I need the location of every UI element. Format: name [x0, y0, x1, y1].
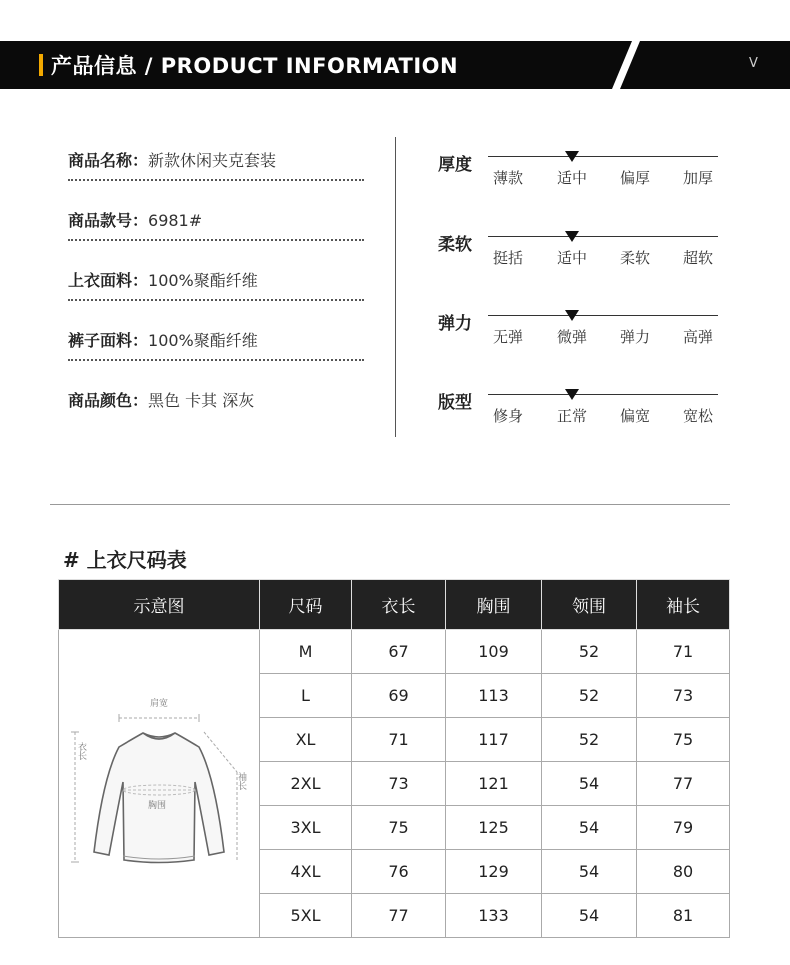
scale-marker-icon [565, 151, 579, 162]
dotted-divider [68, 239, 364, 241]
table-cell: XL [260, 718, 352, 762]
scale-name: 厚度 [438, 155, 472, 175]
info-value: 6981# [148, 211, 203, 230]
table-cell: 5XL [260, 894, 352, 938]
table-cell: 69 [352, 674, 446, 718]
scale-elasticity [438, 315, 728, 365]
table-cell: 81 [637, 894, 730, 938]
diagram-label-chest: 胸围 [147, 800, 167, 811]
info-label: 商品款号： [68, 211, 149, 230]
column-header: 衣长 [352, 580, 446, 630]
scale-line [488, 315, 718, 316]
table-header-row [59, 580, 730, 630]
scale-option: 柔软 [619, 249, 650, 267]
dotted-divider [68, 299, 364, 301]
scale-name: 版型 [438, 393, 472, 413]
size-chart-title: # 上衣尺码表 [63, 548, 187, 572]
table-cell: M [260, 630, 352, 674]
diagram-label-shoulder: 肩宽 [149, 698, 169, 709]
section-divider [50, 504, 730, 505]
table-cell: 76 [352, 850, 446, 894]
corner-mark: V [749, 56, 758, 71]
table-cell: L [260, 674, 352, 718]
scale-marker-icon [565, 389, 579, 400]
info-row-name [68, 148, 364, 208]
scale-option: 正常 [556, 407, 587, 425]
table-cell: 54 [542, 850, 637, 894]
info-value: 新款休闲夹克套装 [148, 151, 277, 170]
scale-option: 高弹 [682, 328, 713, 346]
scale-line [488, 394, 718, 395]
table-cell: 54 [542, 762, 637, 806]
accent-bar [39, 54, 43, 76]
table-cell: 52 [542, 630, 637, 674]
table-cell: 133 [446, 894, 542, 938]
scale-line [488, 156, 718, 157]
table-cell: 75 [352, 806, 446, 850]
info-label: 商品名称： [68, 151, 149, 170]
info-label: 上衣面料： [68, 271, 149, 290]
header-banner [0, 41, 790, 89]
table-cell: 52 [542, 718, 637, 762]
scale-option: 宽松 [682, 407, 713, 425]
scale-option: 挺括 [492, 249, 523, 267]
table-cell: 129 [446, 850, 542, 894]
table-cell: 4XL [260, 850, 352, 894]
info-row-top-fabric [68, 268, 364, 328]
shirt-diagram [59, 632, 259, 932]
dotted-divider [68, 179, 364, 181]
table-cell: 71 [637, 630, 730, 674]
table-cell: 67 [352, 630, 446, 674]
table-cell: 71 [352, 718, 446, 762]
garment-diagram-cell [59, 630, 260, 938]
info-value: 黑色 卡其 深灰 [148, 391, 255, 410]
scale-marker-icon [565, 231, 579, 242]
column-header: 尺码 [260, 580, 352, 630]
info-value: 100%聚酯纤维 [148, 331, 258, 350]
column-header: 示意图 [59, 580, 260, 630]
scale-option: 弹力 [619, 328, 650, 346]
scale-option: 加厚 [682, 169, 713, 187]
scale-thickness [438, 156, 728, 206]
scale-line [488, 236, 718, 237]
column-header: 胸围 [446, 580, 542, 630]
table-cell: 73 [637, 674, 730, 718]
info-value: 100%聚酯纤维 [148, 271, 258, 290]
scale-softness [438, 236, 728, 286]
info-row-color [68, 388, 364, 448]
table-cell: 2XL [260, 762, 352, 806]
table-cell: 80 [637, 850, 730, 894]
scale-option: 偏厚 [619, 169, 650, 187]
table-cell: 54 [542, 806, 637, 850]
scale-option: 超软 [682, 249, 713, 267]
dotted-divider [68, 359, 364, 361]
info-label: 裤子面料： [68, 331, 149, 350]
scale-option: 适中 [556, 169, 587, 187]
table-cell: 77 [637, 762, 730, 806]
scale-option: 偏宽 [619, 407, 650, 425]
scale-fit [438, 394, 728, 444]
table-cell: 79 [637, 806, 730, 850]
table-cell: 3XL [260, 806, 352, 850]
info-row-code [68, 208, 364, 268]
table-row [59, 630, 730, 674]
column-header: 领围 [542, 580, 637, 630]
table-cell: 113 [446, 674, 542, 718]
diagram-label-length: 衣长 [76, 741, 86, 760]
scale-option: 微弹 [556, 328, 587, 346]
table-cell: 54 [542, 894, 637, 938]
table-cell: 52 [542, 674, 637, 718]
scale-option: 修身 [492, 407, 523, 425]
vertical-divider [395, 137, 396, 437]
table-cell: 75 [637, 718, 730, 762]
table-cell: 117 [446, 718, 542, 762]
scale-option: 薄款 [492, 169, 523, 187]
column-header: 袖长 [637, 580, 730, 630]
size-chart-table [58, 579, 730, 938]
info-label: 商品颜色： [68, 391, 149, 410]
diagram-label-sleeve: 袖长 [236, 771, 246, 790]
scale-option: 无弹 [492, 328, 523, 346]
scale-marker-icon [565, 310, 579, 321]
table-cell: 121 [446, 762, 542, 806]
info-row-pants-fabric [68, 328, 364, 388]
table-cell: 77 [352, 894, 446, 938]
table-cell: 109 [446, 630, 542, 674]
scale-name: 弹力 [438, 314, 472, 334]
scale-option: 适中 [556, 249, 587, 267]
scale-name: 柔软 [438, 235, 472, 255]
page-title: 产品信息 / PRODUCT INFORMATION [51, 54, 459, 78]
table-cell: 125 [446, 806, 542, 850]
table-cell: 73 [352, 762, 446, 806]
